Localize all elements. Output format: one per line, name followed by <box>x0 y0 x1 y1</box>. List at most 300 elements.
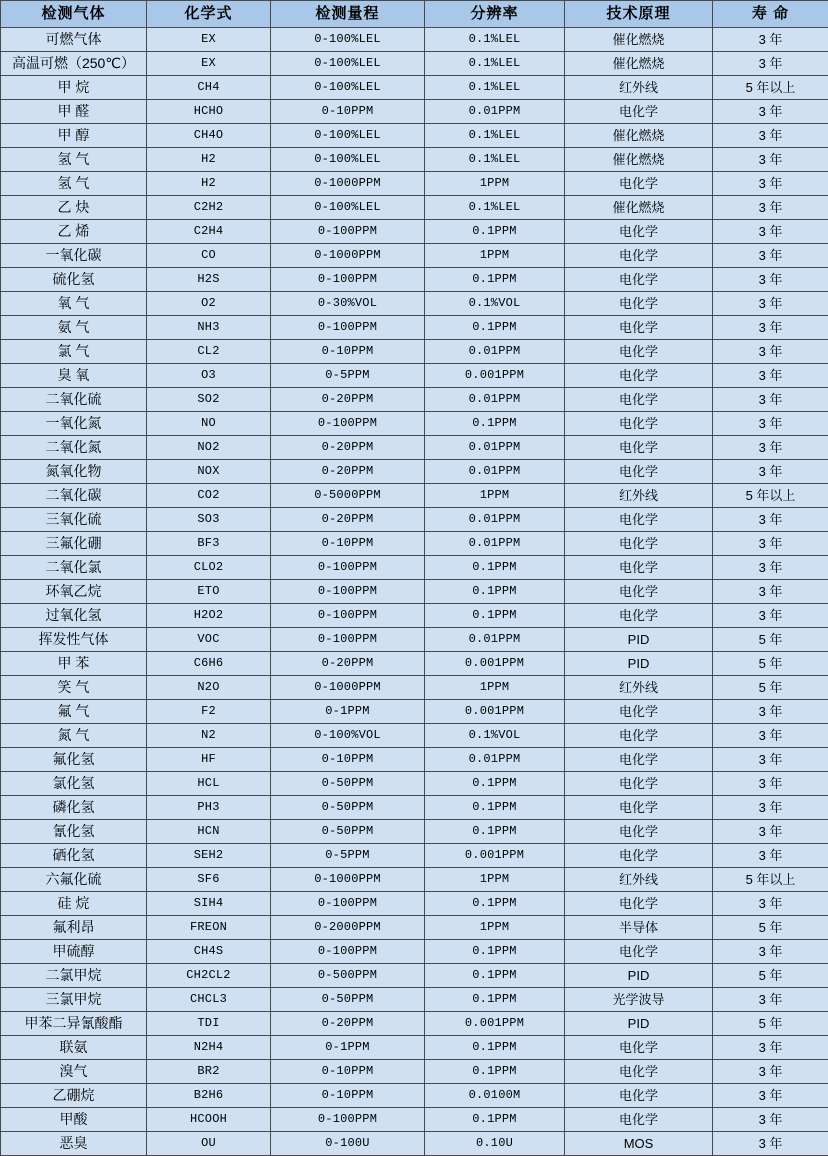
cell-detection-range: 0-100PPM <box>271 1108 425 1132</box>
cell-detection-range: 0-10PPM <box>271 532 425 556</box>
cell-gas-name: 氟利昂 <box>1 916 147 940</box>
cell-lifetime: 3 年 <box>713 604 828 628</box>
cell-lifetime: 3 年 <box>713 892 828 916</box>
cell-technology-principle: 电化学 <box>565 772 713 796</box>
cell-detection-range: 0-100%LEL <box>271 28 425 52</box>
cell-technology-principle: 电化学 <box>565 724 713 748</box>
cell-lifetime: 3 年 <box>713 244 828 268</box>
cell-lifetime: 3 年 <box>713 124 828 148</box>
cell-technology-principle: 电化学 <box>565 844 713 868</box>
cell-chemical-formula: CLO2 <box>147 556 271 580</box>
cell-gas-name: 氟 气 <box>1 700 147 724</box>
cell-detection-range: 0-100PPM <box>271 892 425 916</box>
cell-resolution: 0.001PPM <box>425 844 565 868</box>
cell-technology-principle: 电化学 <box>565 172 713 196</box>
cell-chemical-formula: N2O <box>147 676 271 700</box>
cell-lifetime: 5 年以上 <box>713 76 828 100</box>
cell-detection-range: 0-500PPM <box>271 964 425 988</box>
table-row <box>1 508 828 532</box>
cell-chemical-formula: SO2 <box>147 388 271 412</box>
cell-detection-range: 0-20PPM <box>271 508 425 532</box>
table-row <box>1 316 828 340</box>
cell-technology-principle: 催化燃烧 <box>565 124 713 148</box>
cell-lifetime: 5 年以上 <box>713 484 828 508</box>
cell-resolution: 0.1PPM <box>425 796 565 820</box>
cell-chemical-formula: HCN <box>147 820 271 844</box>
cell-resolution: 0.001PPM <box>425 652 565 676</box>
table-row <box>1 604 828 628</box>
table-row <box>1 172 828 196</box>
cell-resolution: 0.001PPM <box>425 700 565 724</box>
table-row <box>1 868 828 892</box>
cell-detection-range: 0-5PPM <box>271 364 425 388</box>
table-body <box>1 28 828 1156</box>
cell-detection-range: 0-20PPM <box>271 652 425 676</box>
cell-technology-principle: 红外线 <box>565 868 713 892</box>
cell-gas-name: 硫化氢 <box>1 268 147 292</box>
cell-resolution: 1PPM <box>425 484 565 508</box>
cell-resolution: 0.1%LEL <box>425 52 565 76</box>
table-row <box>1 244 828 268</box>
cell-chemical-formula: C2H4 <box>147 220 271 244</box>
table-row <box>1 292 828 316</box>
cell-gas-name: 二氧化氮 <box>1 436 147 460</box>
cell-chemical-formula: NO2 <box>147 436 271 460</box>
column-header-principle: 技术原理 <box>565 1 713 28</box>
cell-resolution: 0.0100M <box>425 1084 565 1108</box>
cell-gas-name: 三氯甲烷 <box>1 988 147 1012</box>
cell-gas-name: 乙 炔 <box>1 196 147 220</box>
cell-gas-name: 甲 烷 <box>1 76 147 100</box>
cell-technology-principle: 电化学 <box>565 1036 713 1060</box>
cell-chemical-formula: HF <box>147 748 271 772</box>
column-header-formula: 化学式 <box>147 1 271 28</box>
cell-resolution: 0.1PPM <box>425 964 565 988</box>
cell-lifetime: 3 年 <box>713 724 828 748</box>
cell-lifetime: 3 年 <box>713 148 828 172</box>
cell-gas-name: 氯 气 <box>1 340 147 364</box>
cell-resolution: 0.1%VOL <box>425 292 565 316</box>
cell-chemical-formula: SEH2 <box>147 844 271 868</box>
table-row <box>1 460 828 484</box>
cell-resolution: 0.1PPM <box>425 1060 565 1084</box>
cell-chemical-formula: H2O2 <box>147 604 271 628</box>
cell-chemical-formula: H2S <box>147 268 271 292</box>
cell-lifetime: 3 年 <box>713 292 828 316</box>
cell-lifetime: 3 年 <box>713 28 828 52</box>
cell-gas-name: 一氧化碳 <box>1 244 147 268</box>
cell-gas-name: 溴气 <box>1 1060 147 1084</box>
cell-lifetime: 3 年 <box>713 532 828 556</box>
table-row <box>1 532 828 556</box>
cell-resolution: 0.1PPM <box>425 604 565 628</box>
cell-technology-principle: 光学波导 <box>565 988 713 1012</box>
cell-detection-range: 0-100PPM <box>271 580 425 604</box>
cell-chemical-formula: F2 <box>147 700 271 724</box>
cell-technology-principle: 催化燃烧 <box>565 148 713 172</box>
table-row <box>1 724 828 748</box>
cell-chemical-formula: EX <box>147 52 271 76</box>
cell-chemical-formula: SF6 <box>147 868 271 892</box>
table-row <box>1 556 828 580</box>
cell-resolution: 0.01PPM <box>425 508 565 532</box>
cell-chemical-formula: O2 <box>147 292 271 316</box>
cell-chemical-formula: H2 <box>147 148 271 172</box>
cell-chemical-formula: CHCL3 <box>147 988 271 1012</box>
table-row <box>1 988 828 1012</box>
table-row <box>1 1132 828 1156</box>
cell-detection-range: 0-20PPM <box>271 460 425 484</box>
cell-resolution: 0.1PPM <box>425 220 565 244</box>
cell-gas-name: 甲 苯 <box>1 652 147 676</box>
cell-gas-name: 甲硫醇 <box>1 940 147 964</box>
cell-lifetime: 3 年 <box>713 580 828 604</box>
cell-detection-range: 0-1000PPM <box>271 676 425 700</box>
cell-gas-name: 过氧化氢 <box>1 604 147 628</box>
cell-technology-principle: 电化学 <box>565 556 713 580</box>
cell-technology-principle: 红外线 <box>565 484 713 508</box>
cell-resolution: 0.01PPM <box>425 436 565 460</box>
cell-technology-principle: 电化学 <box>565 892 713 916</box>
cell-detection-range: 0-50PPM <box>271 772 425 796</box>
cell-gas-name: 甲苯二异氰酸酯 <box>1 1012 147 1036</box>
cell-lifetime: 3 年 <box>713 268 828 292</box>
cell-detection-range: 0-100%LEL <box>271 148 425 172</box>
cell-resolution: 0.1%VOL <box>425 724 565 748</box>
cell-gas-name: 二氯甲烷 <box>1 964 147 988</box>
cell-gas-name: 硅 烷 <box>1 892 147 916</box>
cell-technology-principle: 电化学 <box>565 292 713 316</box>
cell-technology-principle: 电化学 <box>565 580 713 604</box>
cell-lifetime: 5 年 <box>713 1012 828 1036</box>
cell-chemical-formula: OU <box>147 1132 271 1156</box>
cell-resolution: 0.1PPM <box>425 268 565 292</box>
cell-technology-principle: 电化学 <box>565 436 713 460</box>
cell-detection-range: 0-100U <box>271 1132 425 1156</box>
cell-detection-range: 0-50PPM <box>271 796 425 820</box>
cell-technology-principle: 红外线 <box>565 676 713 700</box>
cell-gas-name: 氧 气 <box>1 292 147 316</box>
cell-detection-range: 0-1PPM <box>271 700 425 724</box>
cell-lifetime: 3 年 <box>713 772 828 796</box>
cell-chemical-formula: BF3 <box>147 532 271 556</box>
cell-technology-principle: 电化学 <box>565 244 713 268</box>
table-row <box>1 388 828 412</box>
cell-lifetime: 5 年 <box>713 652 828 676</box>
cell-lifetime: 3 年 <box>713 436 828 460</box>
cell-chemical-formula: HCOOH <box>147 1108 271 1132</box>
cell-detection-range: 0-20PPM <box>271 436 425 460</box>
cell-technology-principle: 电化学 <box>565 316 713 340</box>
cell-chemical-formula: N2 <box>147 724 271 748</box>
cell-resolution: 0.01PPM <box>425 340 565 364</box>
table-row <box>1 796 828 820</box>
table-row <box>1 268 828 292</box>
cell-detection-range: 0-100%LEL <box>271 52 425 76</box>
cell-lifetime: 3 年 <box>713 1036 828 1060</box>
cell-lifetime: 3 年 <box>713 1060 828 1084</box>
cell-lifetime: 3 年 <box>713 52 828 76</box>
cell-gas-name: 高温可燃（250℃） <box>1 52 147 76</box>
cell-technology-principle: 电化学 <box>565 748 713 772</box>
cell-detection-range: 0-10PPM <box>271 340 425 364</box>
cell-technology-principle: 电化学 <box>565 460 713 484</box>
cell-detection-range: 0-100PPM <box>271 220 425 244</box>
cell-technology-principle: 电化学 <box>565 1084 713 1108</box>
cell-chemical-formula: TDI <box>147 1012 271 1036</box>
cell-resolution: 1PPM <box>425 676 565 700</box>
cell-technology-principle: 电化学 <box>565 412 713 436</box>
cell-gas-name: 氨 气 <box>1 316 147 340</box>
cell-gas-name: 氰化氢 <box>1 820 147 844</box>
cell-detection-range: 0-100PPM <box>271 604 425 628</box>
cell-chemical-formula: EX <box>147 28 271 52</box>
cell-chemical-formula: H2 <box>147 172 271 196</box>
cell-gas-name: 可燃气体 <box>1 28 147 52</box>
cell-lifetime: 3 年 <box>713 988 828 1012</box>
cell-lifetime: 3 年 <box>713 100 828 124</box>
cell-resolution: 1PPM <box>425 868 565 892</box>
cell-technology-principle: 电化学 <box>565 1108 713 1132</box>
table-row <box>1 100 828 124</box>
cell-technology-principle: 催化燃烧 <box>565 196 713 220</box>
cell-detection-range: 0-30%VOL <box>271 292 425 316</box>
cell-resolution: 0.01PPM <box>425 748 565 772</box>
cell-chemical-formula: B2H6 <box>147 1084 271 1108</box>
cell-technology-principle: 电化学 <box>565 1060 713 1084</box>
table-row <box>1 148 828 172</box>
cell-detection-range: 0-100%LEL <box>271 124 425 148</box>
cell-chemical-formula: VOC <box>147 628 271 652</box>
cell-gas-name: 六氟化硫 <box>1 868 147 892</box>
cell-lifetime: 3 年 <box>713 1132 828 1156</box>
cell-chemical-formula: SIH4 <box>147 892 271 916</box>
cell-gas-name: 氢 气 <box>1 148 147 172</box>
table-row <box>1 76 828 100</box>
cell-technology-principle: PID <box>565 628 713 652</box>
cell-lifetime: 3 年 <box>713 700 828 724</box>
table-row <box>1 1084 828 1108</box>
cell-detection-range: 0-2000PPM <box>271 916 425 940</box>
cell-chemical-formula: CH2CL2 <box>147 964 271 988</box>
cell-gas-name: 磷化氢 <box>1 796 147 820</box>
table-row <box>1 820 828 844</box>
cell-technology-principle: PID <box>565 964 713 988</box>
cell-lifetime: 5 年 <box>713 628 828 652</box>
cell-technology-principle: 催化燃烧 <box>565 52 713 76</box>
cell-chemical-formula: CH4 <box>147 76 271 100</box>
cell-resolution: 0.1PPM <box>425 1108 565 1132</box>
cell-lifetime: 3 年 <box>713 820 828 844</box>
cell-detection-range: 0-1000PPM <box>271 172 425 196</box>
cell-chemical-formula: CL2 <box>147 340 271 364</box>
cell-gas-name: 二氧化硫 <box>1 388 147 412</box>
cell-detection-range: 0-5000PPM <box>271 484 425 508</box>
cell-chemical-formula: NOX <box>147 460 271 484</box>
cell-technology-principle: 电化学 <box>565 604 713 628</box>
cell-lifetime: 3 年 <box>713 172 828 196</box>
column-header-lifetime: 寿 命 <box>713 1 828 28</box>
cell-chemical-formula: C2H2 <box>147 196 271 220</box>
cell-gas-name: 氟化氢 <box>1 748 147 772</box>
cell-technology-principle: 红外线 <box>565 76 713 100</box>
cell-detection-range: 0-100%LEL <box>271 196 425 220</box>
cell-lifetime: 3 年 <box>713 844 828 868</box>
table-row <box>1 1012 828 1036</box>
cell-resolution: 0.01PPM <box>425 628 565 652</box>
cell-resolution: 0.1PPM <box>425 556 565 580</box>
cell-chemical-formula: NH3 <box>147 316 271 340</box>
cell-technology-principle: 电化学 <box>565 532 713 556</box>
table-row <box>1 964 828 988</box>
table-row <box>1 772 828 796</box>
cell-detection-range: 0-100PPM <box>271 412 425 436</box>
cell-resolution: 0.1PPM <box>425 412 565 436</box>
cell-technology-principle: 电化学 <box>565 796 713 820</box>
cell-gas-name: 甲 醛 <box>1 100 147 124</box>
cell-resolution: 0.01PPM <box>425 460 565 484</box>
cell-gas-name: 臭 氧 <box>1 364 147 388</box>
table-row <box>1 484 828 508</box>
cell-gas-name: 笑 气 <box>1 676 147 700</box>
cell-technology-principle: 电化学 <box>565 940 713 964</box>
cell-lifetime: 5 年 <box>713 916 828 940</box>
cell-gas-name: 挥发性气体 <box>1 628 147 652</box>
table-header-row <box>1 1 828 28</box>
cell-resolution: 0.1PPM <box>425 892 565 916</box>
cell-lifetime: 3 年 <box>713 460 828 484</box>
cell-lifetime: 3 年 <box>713 364 828 388</box>
column-header-gas-name: 检测气体 <box>1 1 147 28</box>
table-row <box>1 52 828 76</box>
cell-chemical-formula: N2H4 <box>147 1036 271 1060</box>
cell-gas-name: 乙 烯 <box>1 220 147 244</box>
cell-resolution: 0.1%LEL <box>425 124 565 148</box>
table-row <box>1 628 828 652</box>
cell-chemical-formula: HCHO <box>147 100 271 124</box>
table-row <box>1 1108 828 1132</box>
cell-resolution: 0.1PPM <box>425 580 565 604</box>
cell-detection-range: 0-100PPM <box>271 940 425 964</box>
cell-gas-name: 三氟化硼 <box>1 532 147 556</box>
cell-chemical-formula: C6H6 <box>147 652 271 676</box>
cell-lifetime: 3 年 <box>713 556 828 580</box>
cell-lifetime: 3 年 <box>713 196 828 220</box>
cell-technology-principle: MOS <box>565 1132 713 1156</box>
cell-detection-range: 0-1PPM <box>271 1036 425 1060</box>
cell-resolution: 0.1%LEL <box>425 148 565 172</box>
table-row <box>1 124 828 148</box>
cell-chemical-formula: O3 <box>147 364 271 388</box>
cell-detection-range: 0-1000PPM <box>271 244 425 268</box>
cell-detection-range: 0-50PPM <box>271 988 425 1012</box>
cell-technology-principle: 电化学 <box>565 388 713 412</box>
cell-gas-name: 三氧化硫 <box>1 508 147 532</box>
cell-chemical-formula: ETO <box>147 580 271 604</box>
table-row <box>1 1060 828 1084</box>
cell-lifetime: 3 年 <box>713 340 828 364</box>
cell-gas-name: 硒化氢 <box>1 844 147 868</box>
cell-detection-range: 0-100PPM <box>271 316 425 340</box>
cell-technology-principle: 半导体 <box>565 916 713 940</box>
cell-chemical-formula: CH4S <box>147 940 271 964</box>
cell-chemical-formula: FREON <box>147 916 271 940</box>
cell-detection-range: 0-100PPM <box>271 556 425 580</box>
cell-resolution: 0.1PPM <box>425 772 565 796</box>
cell-lifetime: 3 年 <box>713 412 828 436</box>
cell-resolution: 0.01PPM <box>425 532 565 556</box>
table-row <box>1 940 828 964</box>
table-row <box>1 1036 828 1060</box>
cell-detection-range: 0-50PPM <box>271 820 425 844</box>
table-row <box>1 844 828 868</box>
table-row <box>1 892 828 916</box>
table-row <box>1 676 828 700</box>
cell-detection-range: 0-10PPM <box>271 100 425 124</box>
cell-detection-range: 0-1000PPM <box>271 868 425 892</box>
cell-gas-name: 环氧乙烷 <box>1 580 147 604</box>
cell-resolution: 0.1PPM <box>425 940 565 964</box>
cell-gas-name: 甲 醇 <box>1 124 147 148</box>
table-row <box>1 340 828 364</box>
cell-lifetime: 3 年 <box>713 1084 828 1108</box>
cell-detection-range: 0-10PPM <box>271 1084 425 1108</box>
cell-resolution: 0.001PPM <box>425 364 565 388</box>
cell-gas-name: 氯化氢 <box>1 772 147 796</box>
cell-lifetime: 3 年 <box>713 940 828 964</box>
cell-lifetime: 3 年 <box>713 748 828 772</box>
table-row <box>1 364 828 388</box>
cell-lifetime: 3 年 <box>713 1108 828 1132</box>
cell-resolution: 0.01PPM <box>425 100 565 124</box>
cell-lifetime: 3 年 <box>713 316 828 340</box>
cell-gas-name: 联氨 <box>1 1036 147 1060</box>
cell-gas-name: 氮 气 <box>1 724 147 748</box>
cell-lifetime: 5 年 <box>713 676 828 700</box>
cell-gas-name: 恶臭 <box>1 1132 147 1156</box>
cell-chemical-formula: SO3 <box>147 508 271 532</box>
cell-lifetime: 3 年 <box>713 388 828 412</box>
cell-chemical-formula: CO <box>147 244 271 268</box>
cell-lifetime: 3 年 <box>713 508 828 532</box>
cell-detection-range: 0-100%LEL <box>271 76 425 100</box>
table-row <box>1 916 828 940</box>
cell-resolution: 1PPM <box>425 172 565 196</box>
table-row <box>1 196 828 220</box>
cell-detection-range: 0-10PPM <box>271 748 425 772</box>
cell-chemical-formula: PH3 <box>147 796 271 820</box>
cell-technology-principle: 电化学 <box>565 100 713 124</box>
cell-gas-name: 一氧化氮 <box>1 412 147 436</box>
cell-resolution: 0.1PPM <box>425 316 565 340</box>
cell-chemical-formula: BR2 <box>147 1060 271 1084</box>
cell-resolution: 0.1PPM <box>425 988 565 1012</box>
cell-lifetime: 5 年 <box>713 964 828 988</box>
cell-gas-name: 氮氧化物 <box>1 460 147 484</box>
cell-detection-range: 0-10PPM <box>271 1060 425 1084</box>
cell-resolution: 0.001PPM <box>425 1012 565 1036</box>
cell-resolution: 0.1PPM <box>425 820 565 844</box>
cell-resolution: 1PPM <box>425 916 565 940</box>
cell-detection-range: 0-5PPM <box>271 844 425 868</box>
cell-lifetime: 5 年以上 <box>713 868 828 892</box>
table-row <box>1 580 828 604</box>
table-row <box>1 652 828 676</box>
cell-technology-principle: 电化学 <box>565 700 713 724</box>
cell-technology-principle: 电化学 <box>565 508 713 532</box>
cell-lifetime: 3 年 <box>713 220 828 244</box>
column-header-resolution: 分辨率 <box>425 1 565 28</box>
